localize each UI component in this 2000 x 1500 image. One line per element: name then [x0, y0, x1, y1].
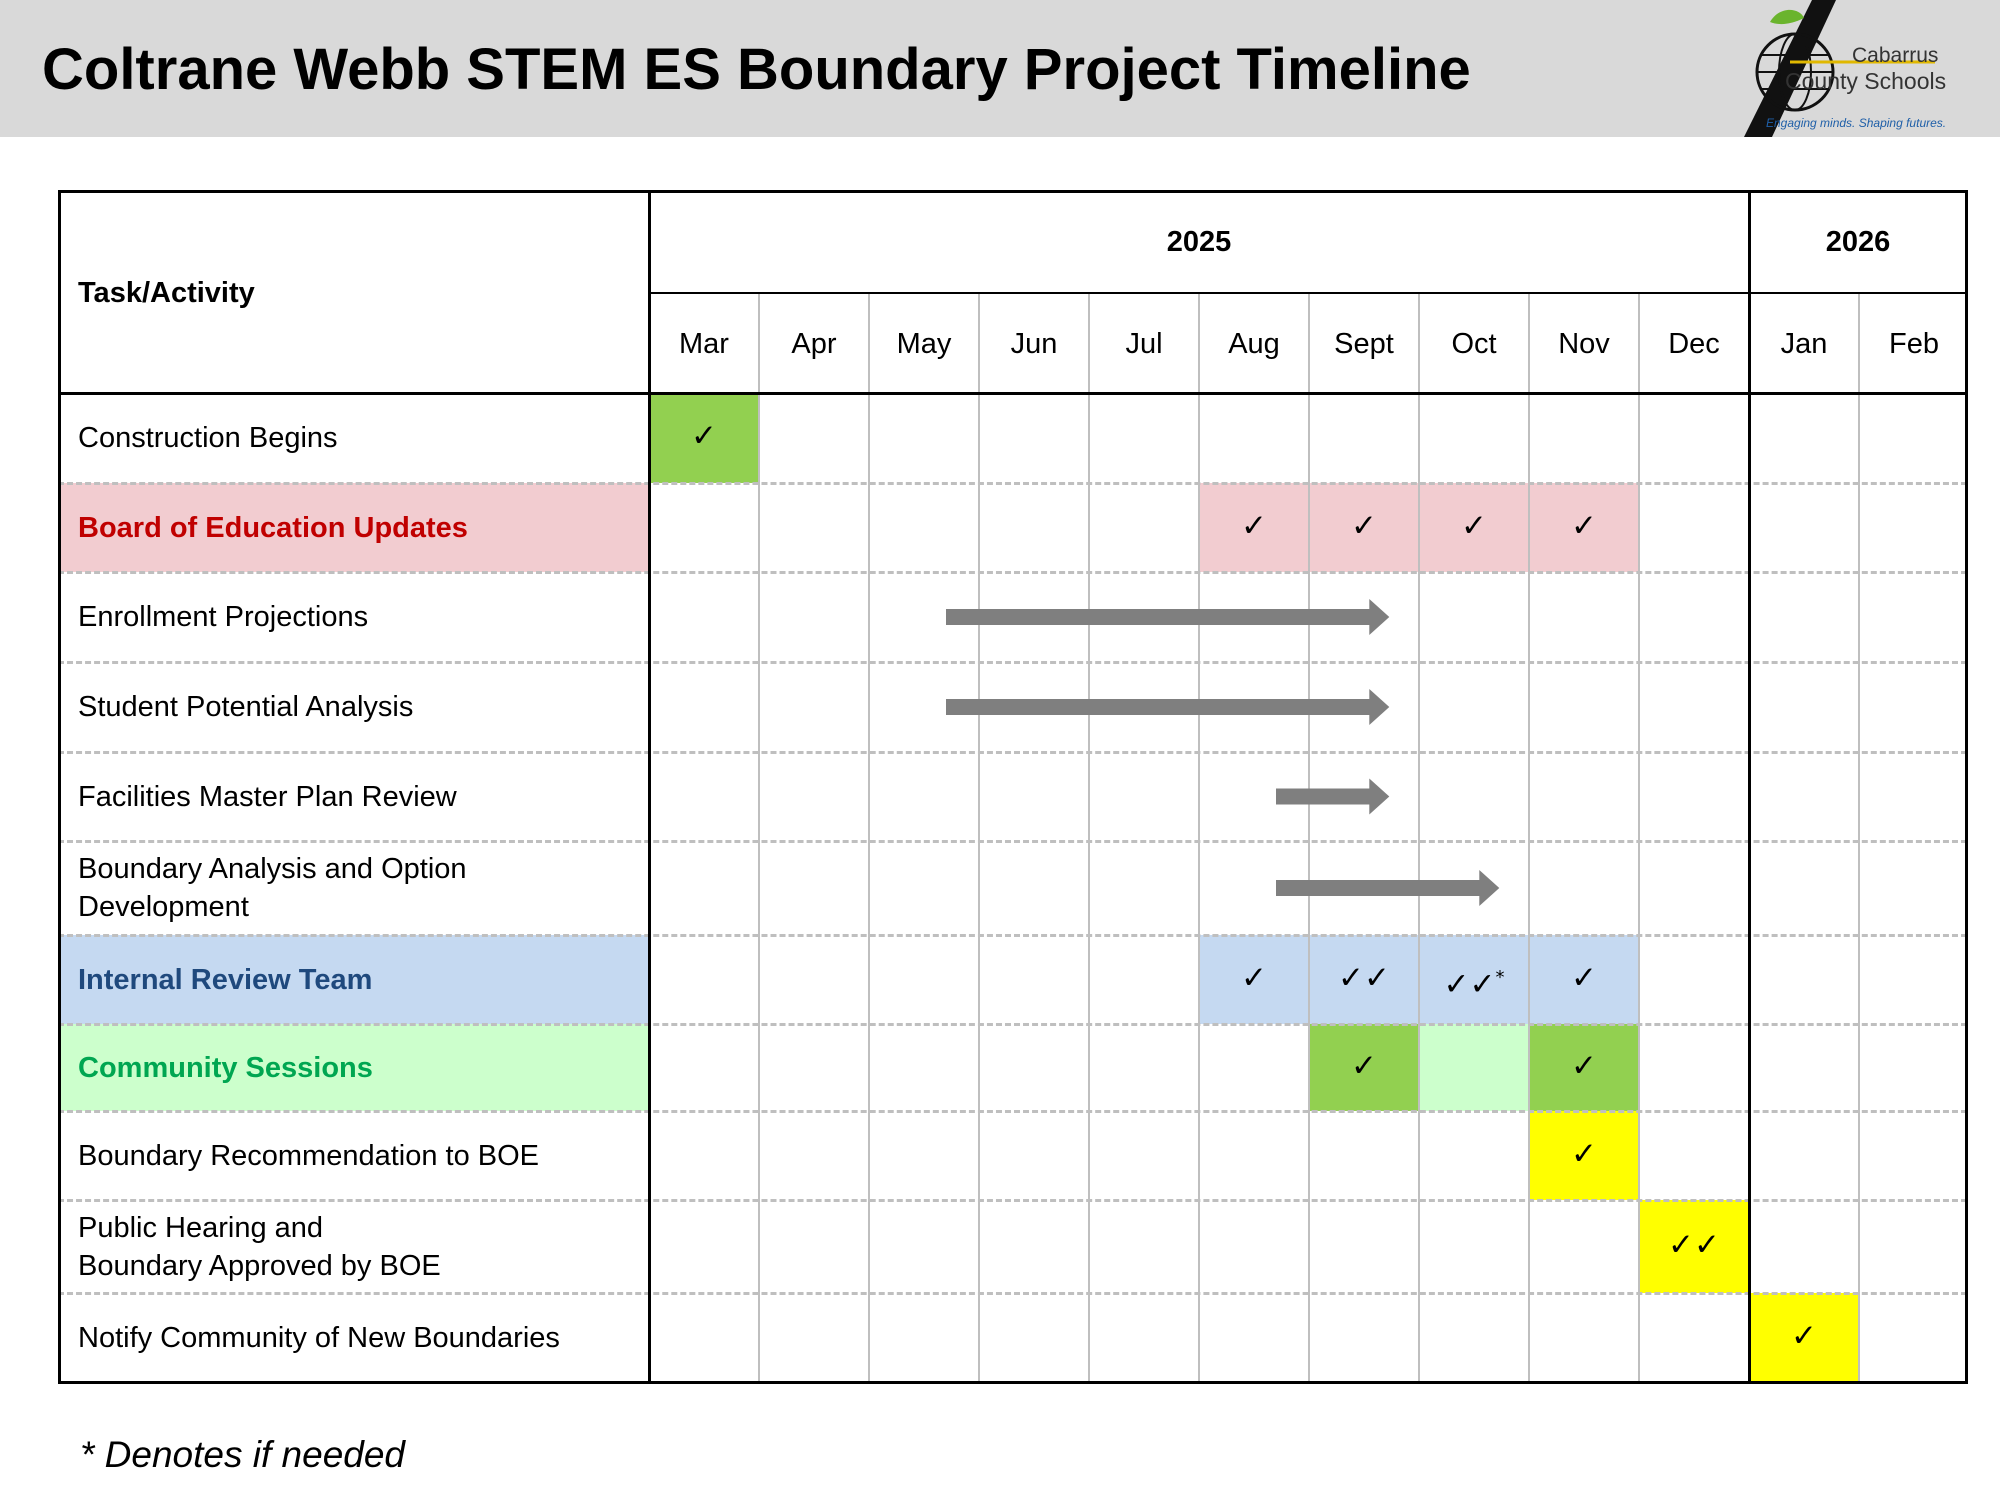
checkmark	[1419, 958, 1529, 1004]
row-separator	[58, 1292, 1967, 1295]
checkmark	[1309, 506, 1419, 546]
task-label-line-2: Development	[78, 891, 249, 923]
row-separator	[58, 840, 1967, 843]
checkmark	[1529, 1134, 1639, 1174]
checkmark-glyph: ✓	[1791, 1317, 1817, 1354]
checkmark	[1529, 1046, 1639, 1086]
task-label: Construction Begins	[78, 422, 338, 454]
task-label: Public Hearing and	[78, 1211, 324, 1244]
checkmark	[1749, 1316, 1859, 1356]
month-header: Feb	[1889, 328, 1939, 360]
row-separator	[58, 1023, 1967, 1026]
grid-line-vertical	[1858, 292, 1860, 1382]
district-logo	[1700, 0, 2000, 137]
month-header: Mar	[679, 328, 729, 360]
checkmark-glyph: ✓	[691, 418, 717, 454]
footnote: * Denotes if needed	[80, 1434, 406, 1475]
month-header: May	[896, 328, 952, 360]
task-label: Board of Education Updates	[78, 511, 468, 544]
row-separator	[58, 661, 1967, 664]
checkmark-glyph: ✓	[1351, 507, 1377, 544]
month-header: Oct	[1451, 328, 1497, 360]
grid-line-vertical	[1528, 292, 1530, 1382]
checkmark	[1199, 958, 1309, 998]
row-separator	[58, 934, 1967, 937]
task-label: Boundary Recommendation to BOE	[78, 1139, 540, 1172]
month-header: Apr	[791, 328, 837, 360]
checkmark	[1419, 506, 1529, 546]
checkmark-glyph: ✓✓	[1338, 959, 1390, 996]
grid-line-vertical	[978, 292, 980, 1382]
logo-line-1: Cabarrus	[1852, 44, 1939, 67]
grid-line-vertical	[1198, 292, 1200, 1382]
checkmark	[1199, 506, 1309, 546]
checkmark-glyph: ✓	[1461, 507, 1487, 544]
checkmark	[1639, 1225, 1749, 1265]
checkmark	[1529, 958, 1639, 998]
checkmark-glyph: ✓	[1571, 507, 1597, 544]
task-label: Community Sessions	[78, 1051, 373, 1084]
checkmark-glyph: ✓	[1241, 959, 1267, 996]
grid-line-vertical	[1308, 292, 1310, 1382]
month-header: Nov	[1558, 328, 1610, 360]
table-border-top	[58, 190, 1967, 193]
row-separator	[58, 1110, 1967, 1113]
checkmark-glyph: ✓	[1571, 1047, 1597, 1084]
table-border-right	[1965, 190, 1968, 1384]
grid-line-vertical	[1638, 292, 1640, 1382]
header-bottom-rule	[58, 392, 1967, 395]
row-separator	[58, 751, 1967, 754]
year-header-2025: 2025	[1166, 226, 1232, 258]
checkmark-glyph: ✓✓	[1668, 1226, 1720, 1263]
task-label-line-2: Boundary Approved by BOE	[78, 1249, 441, 1282]
page-title: Coltrane Webb STEM ES Boundary Project Timeline	[42, 37, 1471, 102]
checkmark-glyph: ✓	[1571, 1135, 1597, 1172]
month-header: Aug	[1228, 328, 1280, 360]
duration-arrow-shape	[946, 689, 1389, 725]
task-column-divider	[648, 190, 651, 1384]
checkmark	[1309, 958, 1419, 998]
month-header: Sept	[1334, 328, 1394, 360]
checkmark-glyph: ✓	[1351, 1047, 1377, 1084]
logo-tagline: Engaging minds. Shaping futures.	[1766, 116, 1947, 130]
task-label: Boundary Analysis and Option	[78, 853, 467, 885]
checkmark	[1529, 506, 1639, 546]
checkmark-glyph: ✓✓	[1443, 965, 1496, 1002]
duration-arrow-shape	[1276, 779, 1389, 815]
grid-line-vertical	[868, 292, 870, 1382]
task-label: Facilities Master Plan Review	[78, 780, 457, 813]
row-separator	[58, 1199, 1967, 1202]
if-needed-asterisk: *	[1495, 966, 1505, 988]
grid-line-vertical	[1088, 292, 1090, 1382]
task-label: Student Potential Analysis	[78, 691, 414, 723]
row-separator	[58, 482, 1967, 485]
task-label: Notify Community of New Boundaries	[78, 1321, 560, 1354]
checkmark-glyph: ✓	[1571, 959, 1597, 996]
task-label: Enrollment Projections	[78, 601, 369, 633]
title-banner	[0, 0, 2000, 137]
duration-arrow-shape	[946, 599, 1389, 635]
row-separator	[58, 571, 1967, 574]
task-activity-header: Task/Activity	[78, 277, 255, 309]
grid-line-vertical	[1418, 292, 1420, 1382]
year-divider	[1748, 190, 1751, 1384]
task-label: Internal Review Team	[78, 963, 373, 996]
checkmark	[649, 416, 759, 456]
logo-line-2: County Schools	[1785, 68, 1947, 94]
checkmark-glyph: ✓	[1241, 507, 1267, 544]
table-border-bottom	[58, 1381, 1967, 1384]
month-header: Jul	[1125, 328, 1163, 360]
year-header-2026: 2026	[1825, 226, 1891, 258]
month-header: Dec	[1668, 328, 1720, 360]
month-header: Jan	[1780, 328, 1828, 360]
year-header-rule	[649, 292, 1967, 294]
table-border-left	[58, 190, 61, 1384]
month-header: Jun	[1010, 328, 1058, 360]
checkmark	[1309, 1046, 1419, 1086]
